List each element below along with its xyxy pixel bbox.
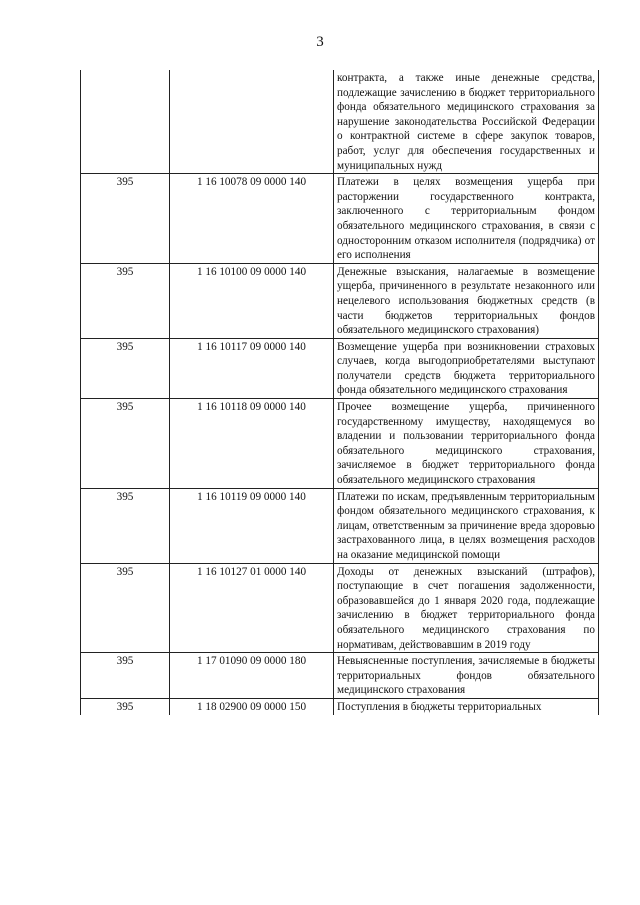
admin-code-cell: 395	[81, 338, 170, 398]
admin-code-cell: 395	[81, 399, 170, 489]
budget-code-cell: 1 18 02900 09 0000 150	[170, 698, 334, 714]
table-row	[81, 263, 599, 338]
revenue-name-cell: Доходы от денежных взысканий (штрафов), поступающие в счет погашения задолженности, образовавшейся до 1 января 2020 года, подлежащие зачислению в бюджет территориального фонда обязательного медицинского страхования по нормативам, действовавшим в 2019 году	[334, 563, 599, 653]
table-row	[81, 698, 599, 714]
budget-code-cell: 1 16 10127 01 0000 140	[170, 563, 334, 653]
table-row	[81, 563, 599, 653]
admin-code-cell: 395	[81, 263, 170, 338]
table-row	[81, 399, 599, 489]
revenue-name-cell: контракта, а также иные денежные средства, подлежащие зачислению в бюджет территориального фонда обязательного медицинского страхования за нарушение законодательства Российской Федерации о контрактной системе в сфере закупок товаров, работ, услуг для обеспечения государственных и муниципальных нужд	[334, 70, 599, 174]
budget-code-cell: 1 17 01090 09 0000 180	[170, 653, 334, 699]
revenue-name-cell: Платежи по искам, предъявленным территориальным фондом обязательного медицинского страхования, к лицам, ответственным за причинение вреда здоровью застрахованного лица, в целях возмещения расходов на оказание медицинской помощи	[334, 488, 599, 563]
page-number: 3	[316, 34, 324, 50]
budget-code-cell: 1 16 10078 09 0000 140	[170, 174, 334, 264]
admin-code-cell	[81, 70, 170, 174]
revenue-name-cell: Денежные взыскания, налагаемые в возмещение ущерба, причиненного в результате незаконного или нецелевого использования бюджетных средств (в части бюджетов территориальных фондов обязательного медицинского страхования)	[334, 263, 599, 338]
admin-code-cell: 395	[81, 174, 170, 264]
budget-code-cell: 1 16 10118 09 0000 140	[170, 399, 334, 489]
revenue-name-cell: Прочее возмещение ущерба, причиненного государственному имуществу, находящемуся во владении и пользовании территориального фонда обязательного медицинского страхования, зачисляемое в бюджет территориального фонда обязательного медицинского страхования	[334, 399, 599, 489]
revenue-name-cell: Невыясненные поступления, зачисляемые в бюджеты территориальных фондов обязательного медицинского страхования	[334, 653, 599, 699]
table-row	[81, 653, 599, 699]
admin-code-cell: 395	[81, 698, 170, 714]
table-row	[81, 488, 599, 563]
revenue-name-cell: Платежи в целях возмещения ущерба при расторжении государственного контракта, заключенного с территориальным фондом обязательного медицинского страхования, в связи с односторонним отказом исполнителя (подрядчика) от его исполнения	[334, 174, 599, 264]
revenue-name-cell: Поступления в бюджеты территориальных	[334, 698, 599, 714]
admin-code-cell: 395	[81, 563, 170, 653]
budget-code-cell: 1 16 10100 09 0000 140	[170, 263, 334, 338]
admin-code-cell: 395	[81, 488, 170, 563]
revenue-codes-table	[80, 70, 599, 715]
budget-code-cell	[170, 70, 334, 174]
table-row	[81, 338, 599, 398]
table-row	[81, 174, 599, 264]
revenue-name-cell: Возмещение ущерба при возникновении страховых случаев, когда выгодоприобретателями выступают получатели средств бюджета территориального фонда обязательного медицинского страхования	[334, 338, 599, 398]
table-row	[81, 70, 599, 174]
budget-code-cell: 1 16 10119 09 0000 140	[170, 488, 334, 563]
admin-code-cell: 395	[81, 653, 170, 699]
budget-code-cell: 1 16 10117 09 0000 140	[170, 338, 334, 398]
